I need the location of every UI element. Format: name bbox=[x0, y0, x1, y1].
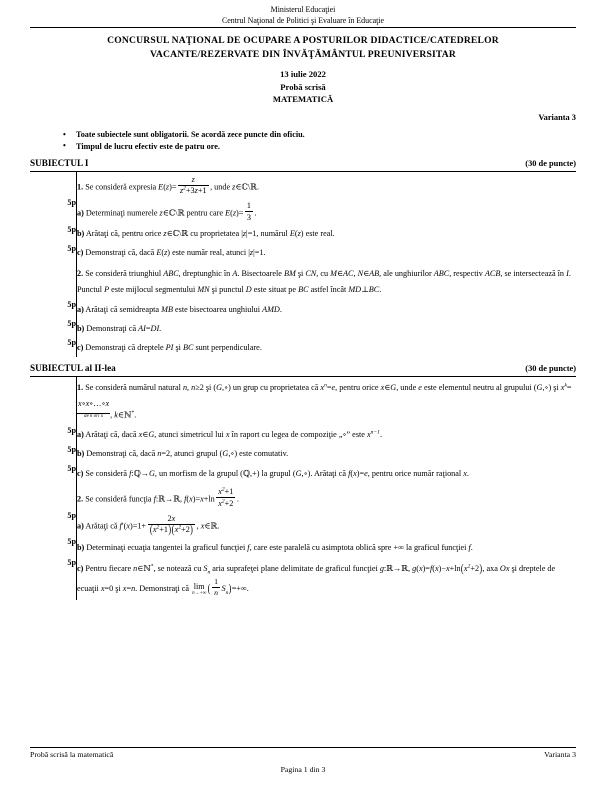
bullet-icon: • bbox=[63, 141, 66, 151]
points-cell: 5p bbox=[67, 444, 76, 454]
instruction-item bbox=[30, 141, 576, 153]
problem-item: c) Demonstraţi că, dacă E(z) este număr real, atunci |z|=1. bbox=[77, 248, 266, 258]
problem-item-row bbox=[30, 464, 576, 485]
page-title-line-1: CONCURSUL NAŢIONAL DE OCUPARE A POSTURILOR DIDACTICE/CATEDRELOR bbox=[107, 35, 499, 47]
problem-item-row bbox=[30, 426, 576, 445]
points-cell bbox=[30, 263, 77, 300]
points-cell: 5p bbox=[67, 558, 76, 568]
item-label: a) bbox=[77, 521, 84, 531]
item-label: c) bbox=[77, 563, 84, 573]
problem-statement: 2. Se consideră triunghiul ABC, dreptunghic în A. Bisectoarele BM şi CN, cu M∈AC, N∈AB, ale unghiurilor ABC, respectiv ACB, se intersectează în I. Punctul P este mijlocul segmentului MN şi punctul D este situat pe BC astfel încât MD⊥BC. bbox=[77, 268, 571, 294]
instruction-text: Timpul de lucru efectiv este de patru ore. bbox=[76, 141, 220, 151]
problem-item: b) Demonstraţi că, dacă n=2, atunci grupul (G,∘) este comutativ. bbox=[77, 449, 289, 459]
problem-item: a) Arătaţi că semidreapta MB este bisectoarea unghiului AMD. bbox=[77, 304, 282, 314]
footer-left-text: Probă scrisă la matematică bbox=[30, 750, 114, 760]
problem-item: b) Demonstraţi că AI=DI. bbox=[77, 323, 162, 333]
problem-statement-row bbox=[30, 172, 576, 199]
item-label: a) bbox=[77, 430, 84, 440]
page-number: Pagina 1 din 3 bbox=[280, 765, 326, 775]
subject-heading-1 bbox=[30, 158, 576, 170]
problem-statement-row bbox=[30, 485, 576, 511]
problem-statement: 2. Se consideră funcţia f:ℝ→ℝ, f(x)=x+ln $\frac{x^2+1}{x^2+2}$ . bbox=[77, 486, 239, 508]
problem-number: 1. bbox=[77, 182, 84, 192]
points-cell: 5p bbox=[67, 243, 76, 253]
item-label: c) bbox=[77, 248, 84, 258]
exam-date: 13 iulie 2022 bbox=[280, 68, 326, 79]
subject-title: SUBIECTUL I bbox=[30, 158, 89, 169]
points-cell bbox=[30, 485, 77, 511]
problem-number: 1. bbox=[77, 382, 84, 392]
points-cell: 5p bbox=[67, 463, 76, 473]
center-line: Centrul Naţional de Politici şi Evaluare în Educaţie bbox=[222, 16, 384, 26]
problem-item: b) Determinaţi ecuaţia tangentei la graficul funcţiei f, care este paralelă cu asimptota oblică spre +∞ la graficul funcţiei f. bbox=[77, 542, 473, 552]
problem-item: a) Determinaţi numerele z∈ℂ\ℝ pentru care E(z)= $\frac{1}{3}$ . bbox=[77, 200, 257, 222]
variant-label-top: Varianta 3 bbox=[538, 113, 576, 123]
problem-item-row bbox=[30, 338, 576, 357]
item-label: c) bbox=[77, 469, 84, 479]
problem-statement-row bbox=[30, 263, 576, 300]
exam-subhead bbox=[30, 68, 576, 107]
problem-item-row bbox=[30, 445, 576, 464]
item-label: b) bbox=[77, 229, 85, 239]
problem-number: 2. bbox=[77, 494, 84, 504]
bullet-icon: • bbox=[63, 129, 66, 139]
item-label: b) bbox=[77, 542, 85, 552]
problem-item-row bbox=[30, 511, 576, 537]
problem-statement: 1. Se consideră expresia E(z)= $\frac{z}{z^2+3z+1}$ , unde z∈ℂ\ℝ. bbox=[77, 174, 260, 196]
problem-number: 2. bbox=[77, 268, 84, 278]
points-cell bbox=[30, 377, 77, 426]
problem-statement: 1. Se consideră numărul natural n, n≥2 şi (G,∘) un grup cu proprietatea că $x^n=e$, pentru orice x∈G, unde e este elementul neutru al grupului (G,∘) şi $x^k=$ x∘x∘…∘x de k ori x , k∈ℕ*. bbox=[77, 381, 572, 420]
page-footer bbox=[30, 747, 576, 775]
item-label: c) bbox=[77, 342, 84, 352]
points-cell: 5p bbox=[67, 338, 76, 348]
page-title-line-2: VACANTE/REZERVATE DIN ÎNVĂŢĂMÂNTUL PREUNIVERSITAR bbox=[149, 49, 457, 61]
problem-statement-row bbox=[30, 377, 576, 426]
points-cell bbox=[30, 172, 77, 199]
subject-heading-2 bbox=[30, 363, 576, 375]
points-cell: 5p bbox=[67, 425, 76, 435]
problem-item: a) Arătaţi că f′(x)=1+ $\frac{2x}{(x^2+1)(x^2+2)}$ , x∈ℝ. bbox=[77, 513, 220, 537]
instructions-list bbox=[30, 129, 576, 152]
masthead bbox=[30, 4, 576, 26]
subject-points: (30 de puncte) bbox=[525, 159, 576, 169]
points-cell: 5p bbox=[67, 300, 76, 309]
points-cell: 5p bbox=[67, 511, 76, 521]
item-label: b) bbox=[77, 323, 85, 333]
problem-item-row bbox=[30, 225, 576, 244]
problem-item-row bbox=[30, 300, 576, 319]
item-label: b) bbox=[77, 449, 85, 459]
instruction-text: Toate subiectele sunt obligatorii. Se acordă zece puncte din oficiu. bbox=[76, 130, 305, 140]
subject-title: SUBIECTUL al II-lea bbox=[30, 363, 116, 374]
problem-table-subject-1 bbox=[30, 171, 576, 357]
problem-item-row bbox=[30, 244, 576, 263]
problem-item-row bbox=[30, 319, 576, 338]
item-label: a) bbox=[77, 304, 84, 314]
exam-type: Probă scrisă bbox=[280, 81, 326, 92]
problem-item-row bbox=[30, 198, 576, 224]
item-label: a) bbox=[77, 208, 84, 218]
footer-variant: Varianta 3 bbox=[544, 750, 576, 760]
exam-subject: MATEMATICĂ bbox=[272, 94, 334, 105]
footer-divider bbox=[30, 747, 576, 748]
problem-item: c) Se consideră f:ℚ→G, un morfism de la grupul (ℚ,+) la grupul (G,∘). Arătaţi că f(x)=e, pentru orice număr raţional x. bbox=[77, 469, 469, 479]
problem-item: c) Pentru fiecare n∈ℕ*, se notează cu $S_n$ aria suprafeţei plane delimitate de graficul funcţiei g:ℝ→ℝ, $g(x)=f(x)-x+\ln(x^2+2)$, axa Ox şi dreptele de ecuaţii x=0 şi x=n. Demonstraţi că lim n→+∞ ( $\frac{1}{n}$ $S_n)=+\infty$. bbox=[77, 561, 556, 598]
points-cell: 5p bbox=[67, 224, 76, 234]
points-cell: 5p bbox=[67, 198, 76, 208]
problem-item-row bbox=[30, 537, 576, 558]
points-cell: 5p bbox=[67, 537, 76, 547]
problem-item: a) Arătaţi că, dacă x∈G, atunci simetricul lui x în raport cu legea de compoziţie „∘” este $x^{n-1}$. bbox=[77, 429, 382, 440]
page-title bbox=[30, 34, 576, 61]
problem-item: b) Arătaţi că, pentru orice z∈ℂ\ℝ cu proprietatea |z|=1, numărul E(z) este real. bbox=[77, 229, 335, 239]
problem-item-row bbox=[30, 558, 576, 599]
instruction-item bbox=[30, 129, 576, 141]
header-divider bbox=[30, 27, 576, 28]
subject-points: (30 de puncte) bbox=[525, 364, 576, 374]
ministry-line: Ministerul Educaţiei bbox=[270, 5, 336, 14]
problem-item: c) Demonstraţi că dreptele PI şi BC sunt perpendiculare. bbox=[77, 342, 262, 352]
points-cell: 5p bbox=[67, 319, 76, 329]
problem-table-subject-2 bbox=[30, 376, 576, 600]
